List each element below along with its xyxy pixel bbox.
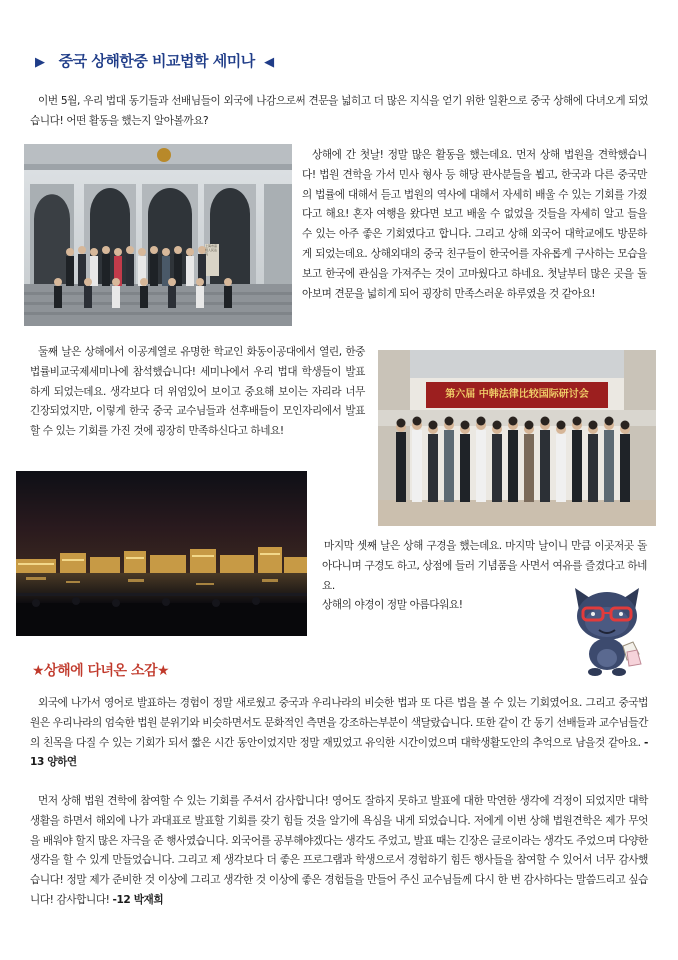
impression-first-signature: - 13 양하연 [30, 736, 649, 769]
impression-first-text: 외국에 나가서 영어로 발표하는 경험이 정말 새로웠고 중국과 우리나라의 비슷한 법과 또 다른 법을 볼 수 있는 기회였어요. 그리고 중국법원은 우리나라의 엄숙한 법원 분위기와 비슷하면서도 문화적인 측면을 강조하는부분이 색달랐습니다. 또한 같이 간 동기 선배들과 교수님들간의 친목을 다질 수 있는 기회가 되서 짧은 시간 동안이었지만 정말 재밌었고 유익한 시간이었으며 대학생활도안의 추억으로 남을것 같아요. [30, 697, 648, 749]
arrow-left-icon: ◀ [264, 55, 274, 70]
day2-paragraph: 둘째 날은 상해에서 이공계열로 유명한 학교인 화동이공대에서 열린, 한중법률비교국제세미나에 참석했습니다! 세미나에서 우리 법대 학생들이 발표 하게 되었는데요. 생각보다 더 위엄있어 보이고 중요해 보이는 자리라 너무 긴장되었지만, 이렇게 한국 중국 교수님들과 선후배들이 모인자리에서 발표할 수 있는 기회를 가진 것에 굉장히 만족하신다고 하네요! [30, 346, 365, 438]
court-sign-text: 上海市高级人民法院 [205, 244, 218, 256]
seminar-group-photo [378, 350, 656, 526]
seminar-banner-text: 第六届 中韩法律比较国际研讨会 [445, 389, 589, 400]
page-title [35, 50, 274, 71]
seminar-photo-drawing [378, 350, 656, 526]
shanghai-night-photo [16, 471, 307, 636]
cat-mascot-icon [565, 580, 650, 680]
cartoon-character-image [565, 580, 650, 680]
page-title-text: 중국 상해한중 비교법학 세미나 [58, 52, 255, 70]
impressions-heading: ★상해에 다녀온 소감★ [32, 663, 170, 679]
impression-second-text: 먼저 상해 법원 견학에 참여할 수 있는 기회를 주셔서 감사합니다! 영어도 잘하지 못하고 발표에 대한 막연한 생각에 걱정이 되었지만 대학 생활을 하면서 해외에 나가 과대표로 발표할 기회를 갖기 힘들 것을 알기에 욕심을 내게 되었습니다. 저에게 이번 상해 법원견학은 제가 무엇을 배워야 할지 많은 자극을 준 행사였습니다. 외국어를 공부해야겠다는 생각도 주었고, 발표 때는 긴장은 글로이라는 생각도 주었으며 다양한 생각을 할 수 있게 만들었습니다. 그리고 제 생각보다 더 좋은 프로그램과 학생으로서 경험하기 힘든 행사들을 참여할 수 있어서 너무 감사했습니다! 정말 제가 준비한 것 이상에 그리고 생각한 것 이상에 좋은 경험들을 만들어 주신 교수님들께 다시 한 번 감사하다는 말씀드리고 싶습니다! 감사합니다! [30, 795, 648, 906]
court-group-photo [24, 144, 292, 326]
impression-second-paragraph [30, 792, 648, 911]
arrow-right-icon: ▶ [35, 55, 45, 70]
day1-paragraph: 상해에 간 첫날! 정말 많은 활동을 했는데요. 먼저 상해 법원을 견학했습니다! 법원 견학을 가서 민사 형사 등 해당 판사분들을 뵙고, 한국과 다른 중국만의 법률에 대해서 듣고 법원의 역사에 대해서 자세히 배울 수 있는 기회를 가졌다고 해요! 혼자 여행을 왔다면 보고 배울 수 없었을 것들을 자세히 알고 들을 수 있는 아주 좋은 기회였다고 합니다. 그리고 상해 외국어 대학교에도 방문하게 되었는데요. 상해외대의 중국 친구들이 한국어를 자유롭게 구사하는 모습을 보고 한국에 관심을 가져주는 것이 고마웠다고 하네요. 첫날부터 많은 곳을 돌아보며 견문을 넓히게 되어 굉장히 만족스러운 하루였을 것 같아요! [302, 149, 647, 300]
court-photo-drawing [24, 144, 292, 326]
impression-first-paragraph [30, 694, 648, 773]
intro-paragraph: 이번 5월, 우리 법대 동기들과 선배님들이 외국에 나감으로써 견문을 넓히고 더 많은 지식을 얻기 위한 일환으로 중국 상해에 다녀오게 되었습니다! 어떤 활동을 했는지 알아볼까요? [30, 95, 648, 127]
night-photo-drawing [16, 471, 307, 636]
day3-closing: 상해의 야경이 정말 아름다워요! [322, 599, 463, 612]
impression-second-signature: -12 박재희 [112, 893, 164, 906]
day3-text: 마지막 셋째 날은 상해 구경을 했는데요. 마지막 날이니 만큼 이곳저곳 돌아다니며 구경도 하고, 상점에 들러 기념품을 사면서 여유를 즐겼다고 하네요. [322, 540, 647, 592]
